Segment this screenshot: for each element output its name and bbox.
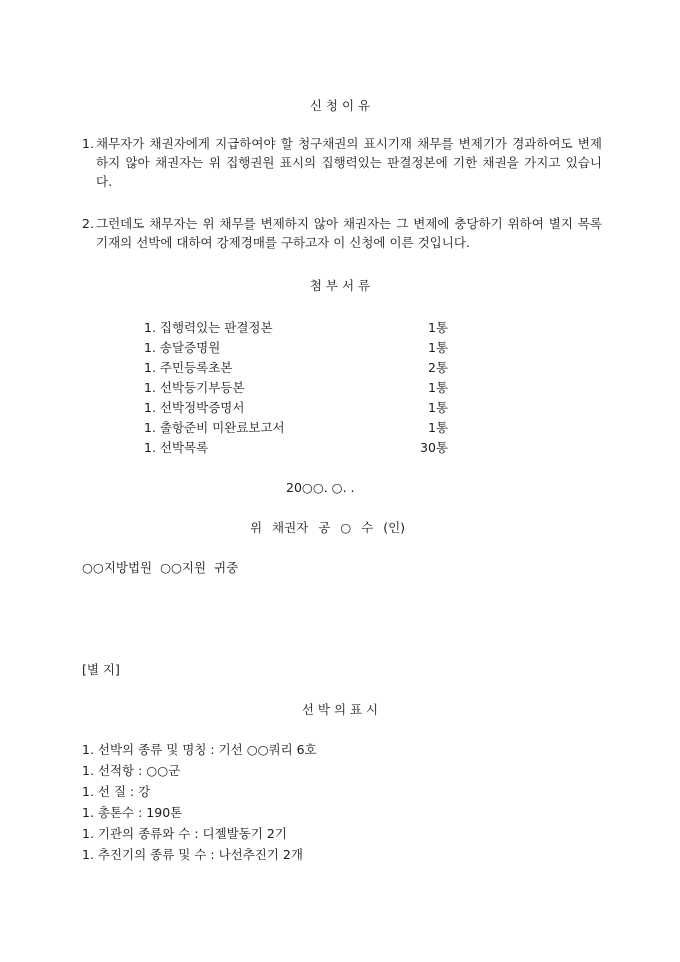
attachment-count: 1통 [427, 400, 448, 415]
ship-item: 1. 추진기의 종류 및 수 : 나선추진기 2개 [82, 847, 303, 862]
attachment-label: 1. 집행력있는 판결정본 [144, 320, 273, 335]
signature: 위 채권자 공 ○ 수 (인) [250, 520, 406, 535]
attachment-label: 1. 선박등기부등본 [144, 380, 245, 395]
attachment-label: 1. 선박정박증명서 [144, 400, 245, 415]
attachment-row [144, 318, 448, 336]
ship-item: 1. 총톤수 : 190톤 [82, 805, 183, 820]
attachment-count: 1통 [427, 320, 448, 335]
paragraph-text: 그런데도 채무자는 위 채무를 변제하지 않아 채권자는 그 변제에 충당하기 위하여 별지 목록 기재의 선박에 대하여 강제경매를 구하고자 이 신청에 이른 것입니다. [96, 216, 602, 250]
paragraph-1 [82, 134, 602, 191]
annex-label: [별 지] [82, 662, 120, 677]
attachment-row [144, 398, 448, 416]
paragraph-2 [82, 214, 602, 252]
attachment-row [144, 378, 448, 396]
attachment-label: 1. 출항준비 미완료보고서 [144, 420, 285, 435]
attachment-label: 1. 주민등록초본 [144, 360, 233, 375]
attachment-label: 1. 선박목록 [144, 440, 209, 455]
attachment-label: 1. 송달증명원 [144, 340, 221, 355]
attachment-row [144, 438, 448, 456]
date: 20○○. ○. . [286, 480, 355, 495]
attachments-heading: 첨 부 서 류 [309, 278, 371, 293]
ship-item: 1. 선적항 : ○○군 [82, 763, 181, 778]
attachment-count: 1통 [427, 380, 448, 395]
attachment-row [144, 358, 448, 376]
court-addressee: ○○지방법원 ○○지원 귀중 [82, 560, 239, 575]
attachment-count: 30통 [420, 440, 448, 455]
paragraph-text: 채무자가 채권자에게 지급하여야 할 청구채권의 표시기재 채무를 변제기가 경과하여도 변제하지 않아 채권자는 위 집행권원 표시의 집행력있는 판결정본에 기한 채권을 가지고 있습니다. [96, 136, 602, 189]
ship-heading: 선 박 의 표 시 [301, 702, 379, 717]
paragraph-number: 2. [82, 216, 94, 231]
ship-item: 1. 선박의 종류 및 명칭 : 기선 ○○쿼리 6호 [82, 742, 317, 757]
attachment-row [144, 418, 448, 436]
reason-heading: 신 청 이 유 [309, 98, 371, 113]
paragraph-number: 1. [82, 136, 94, 151]
attachment-count: 2통 [427, 360, 448, 375]
attachment-count: 1통 [427, 420, 448, 435]
attachment-count: 1통 [427, 340, 448, 355]
attachment-row [144, 338, 448, 356]
ship-item: 1. 기관의 종류와 수 : 디젤발동기 2기 [82, 826, 287, 841]
ship-item: 1. 선 질 : 강 [82, 784, 151, 799]
